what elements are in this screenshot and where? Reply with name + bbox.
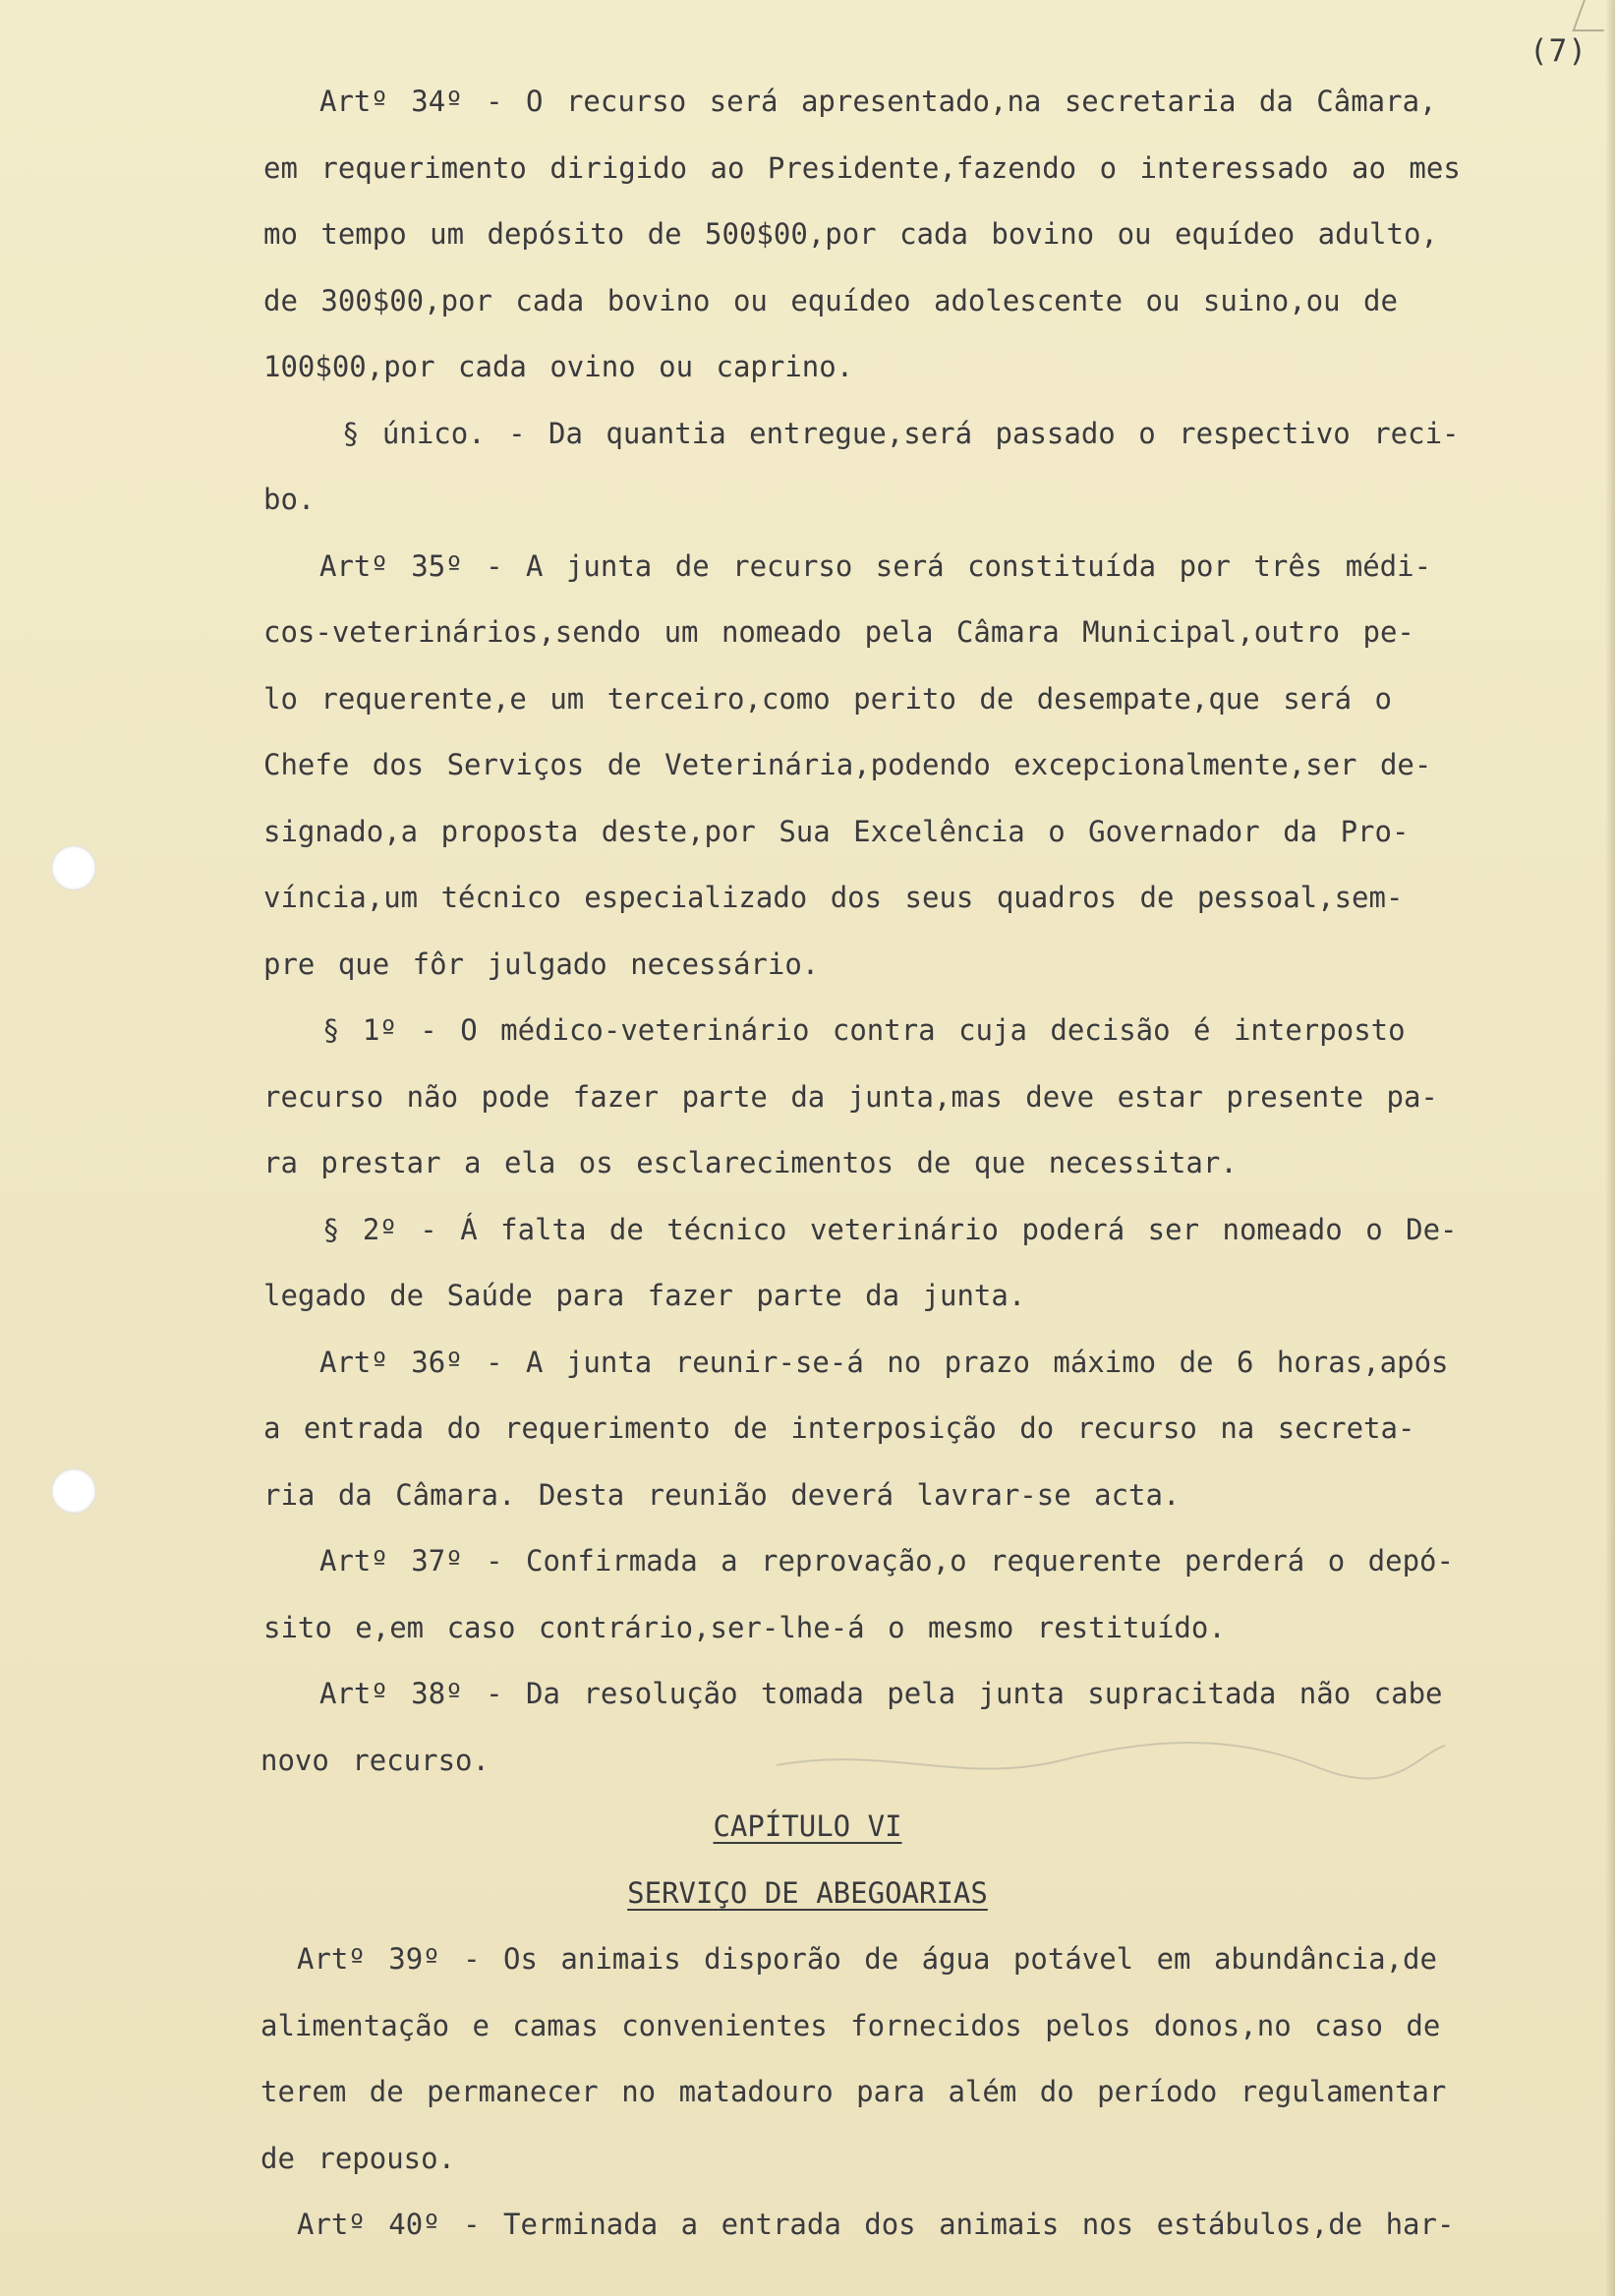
page-edge-shadow	[1605, 0, 1615, 2296]
text-line: sito e,em caso contrário,ser-lhe-á o mesmo restituído.	[263, 1611, 1226, 1644]
punch-hole-top	[51, 845, 96, 890]
text-line: lo requerente,e um terceiro,como perito de desempate,que será o	[263, 682, 1392, 716]
text-line: ria da Câmara. Desta reunião deverá lavrar-se acta.	[263, 1478, 1181, 1512]
text-line: alimentação e camas convenientes fornecidos pelos donos,no caso de	[260, 2009, 1441, 2042]
text-line: § 2º - Á falta de técnico veterinário poderá ser nomeado o De-	[322, 1213, 1458, 1246]
text-line: recurso não pode fazer parte da junta,mas deve estar presente pa-	[263, 1080, 1438, 1114]
text-line: 100$00,por cada ovino ou caprino.	[263, 350, 854, 383]
text-line: pre que fôr julgado necessário.	[263, 947, 820, 981]
text-line: bo.	[263, 483, 316, 516]
text-line: Artº 38º - Da resolução tomada pela junta supracitada não cabe	[319, 1677, 1443, 1710]
text-line: novo recurso.	[260, 1744, 490, 1777]
text-line: Artº 35º - A junta de recurso será constituída por três médi-	[319, 549, 1432, 583]
text-line: Artº 39º - Os animais disporão de água potável em abundância,de	[297, 1942, 1437, 1976]
chapter-title: CAPÍTULO VI	[713, 1809, 902, 1843]
text-line: Artº 37º - Confirmada a reprovação,o requerente perderá o depó-	[319, 1544, 1454, 1578]
punch-hole-bottom	[51, 1468, 96, 1514]
text-line: de 300$00,por cada bovino ou equídeo adolescente ou suino,ou de	[263, 284, 1398, 317]
text-line: Artº 40º - Terminada a entrada dos animais nos estábulos,de har-	[297, 2208, 1455, 2241]
text-line: Artº 34º - O recurso será apresentado,na secretaria da Câmara,	[319, 85, 1437, 118]
text-line: cos-veterinários,sendo um nomeado pela Câmara Municipal,outro pe-	[263, 615, 1414, 649]
text-line: mo tempo um depósito de 500$00,por cada bovino ou equídeo adulto,	[263, 217, 1438, 251]
page-number: (7)	[1529, 33, 1587, 69]
text-line: a entrada do requerimento de interposição do recurso na secreta-	[263, 1411, 1415, 1445]
text-line: § único. - Da quantia entregue,será passado o respectivo reci-	[342, 417, 1460, 450]
text-line: § 1º - O médico-veterinário contra cuja decisão é interposto	[322, 1013, 1406, 1047]
text-line: ra prestar a ela os esclarecimentos de que necessitar.	[263, 1146, 1238, 1179]
text-line: de repouso.	[260, 2142, 456, 2175]
text-line: víncia,um técnico especializado dos seus quadros de pessoal,sem-	[263, 881, 1404, 914]
text-line: em requerimento dirigido ao Presidente,fazendo o interessado ao mes	[263, 151, 1461, 185]
text-line: legado de Saúde para fazer parte da junta.	[263, 1279, 1026, 1312]
text-line: Artº 36º - A junta reunir-se-á no prazo máximo de 6 horas,após	[319, 1346, 1449, 1379]
text-line: Chefe dos Serviços de Veterinária,podendo excepcionalmente,ser de-	[263, 748, 1432, 781]
text-line: terem de permanecer no matadouro para além do período regulamentar	[260, 2075, 1447, 2108]
chapter-subtitle: SERVIÇO DE ABEGOARIAS	[627, 1876, 988, 1910]
text-line: signado,a proposta deste,por Sua Excelência o Governador da Pro-	[263, 815, 1410, 848]
